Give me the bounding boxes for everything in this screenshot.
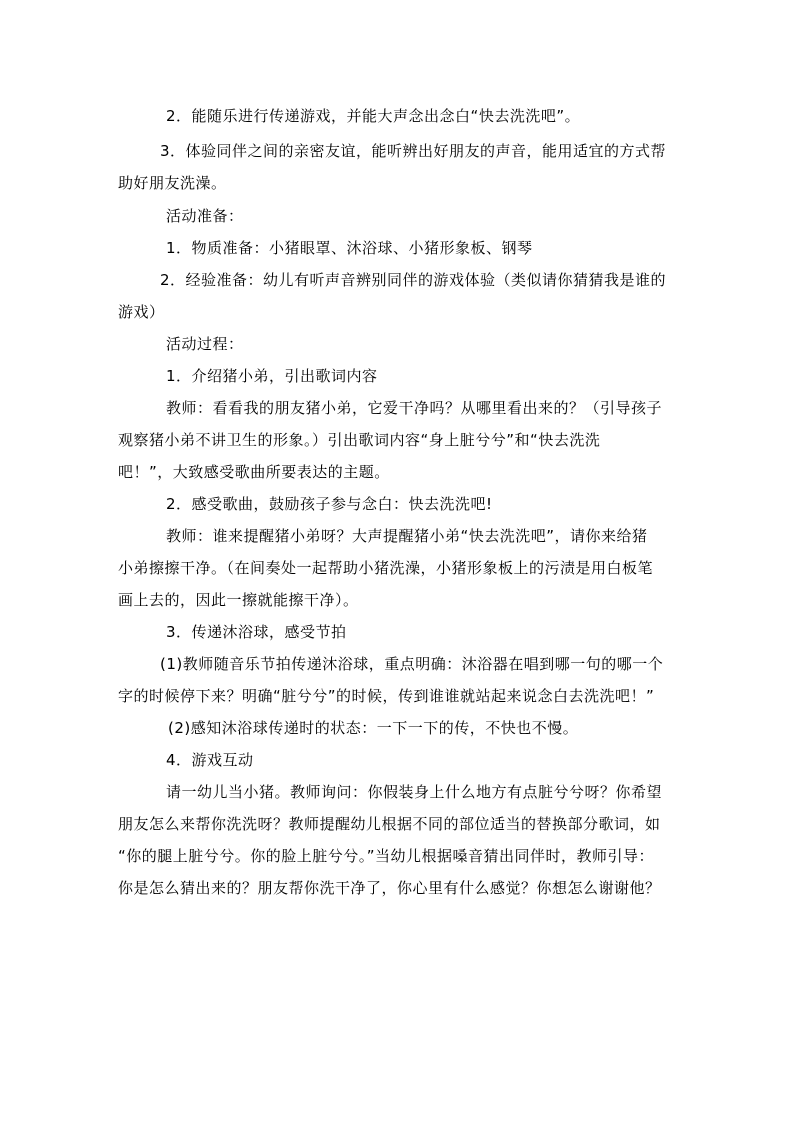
text-line: 游戏） [118,303,165,321]
text-line: 朋友怎么来帮你洗洗呀？教师提醒幼儿根据不同的部位适当的替换部分歌词，如 [118,815,661,833]
text-line: 教师：谁来提醒猪小弟呀？大声提醒猪小弟“快去洗洗吧”，请你来给猪 [166,527,648,545]
text-line: 1．物质准备：小猪眼罩、沐浴球、小猪形象板、钢琴 [166,239,533,257]
text-line: 2．能随乐进行传递游戏，并能大声念出念白“快去洗洗吧”。 [166,107,581,125]
text-line: 3．体验同伴之间的亲密友谊，能听辨出好朋友的声音，能用适宜的方式帮 [160,142,667,160]
text-line: 2．经验准备：幼儿有听声音辨别同伴的游戏体验（类似请你猜猜我是谁的 [160,271,667,289]
text-line: 2．感受歌曲，鼓励孩子参与念白：快去洗洗吧! [166,495,493,513]
text-line: 3．传递沐浴球，感受节拍 [166,623,347,641]
text-line: 吧！”，大致感受歌曲所要表达的主题。 [118,463,390,481]
section-heading: 活动过程： [166,335,244,353]
section-heading: 活动准备： [166,207,244,225]
text-line: 助好朋友洗澡。 [118,174,227,192]
text-line: (2)感知沐浴球传递时的状态：一下一下的传，不快也不慢。 [168,719,579,737]
text-line: 4．游戏互动 [166,751,254,769]
text-line: 请一幼儿当小猪。教师询问：你假装身上什么地方有点脏兮兮呀？你希望 [166,783,663,801]
text-line: (1)教师随音乐节拍传递沐浴球，重点明确：沐浴器在唱到哪一句的哪一个 [160,655,664,673]
text-line: 小弟擦擦干净。（在间奏处一起帮助小猪洗澡，小猪形象板上的污渍是用白板笔 [118,559,654,577]
text-line: “你的腿上脏兮兮。你的脸上脏兮兮。”当幼儿根据嗓音猜出同伴时，教师引导： [118,847,655,865]
text-line: 教师：看看我的朋友猪小弟，它爱干净吗？从哪里看出来的？（引导孩子 [166,399,663,417]
text-line: 画上去的，因此一擦就能擦干净）。 [118,591,359,609]
text-line: 观察猪小弟不讲卫生的形象。）引出歌词内容“身上脏兮兮”和“快去洗洗 [118,431,601,449]
text-line: 字的时候停下来？明确“脏兮兮”的时候，传到谁谁就站起来说念白去洗洗吧！” [118,687,655,705]
text-line: 1．介绍猪小弟，引出歌词内容 [166,367,378,385]
text-line: 你是怎么猜出来的？朋友帮你洗干净了，你心里有什么感觉？你想怎么谢谢他？ [118,879,661,897]
